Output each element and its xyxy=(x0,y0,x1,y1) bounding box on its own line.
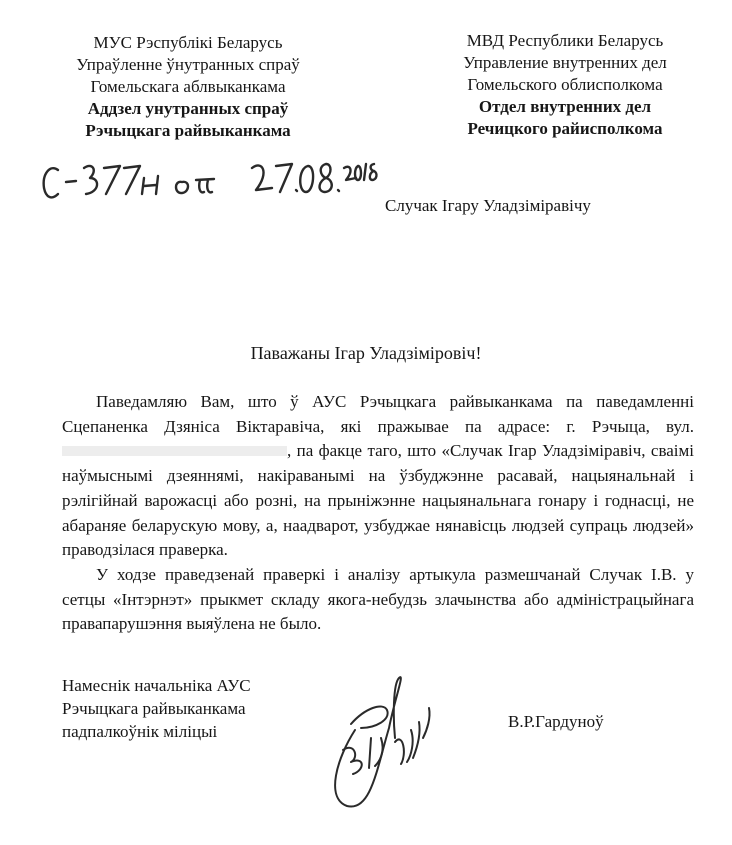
body-paragraph-1-part-1: Паведамляю Вам, што ў АУС Рэчыцкага райвыканкама па паведамленні Сцепаненка Дзяніса Віктаравіча, які пражывае па адрасе: г. Рэчыца, вул. xyxy=(62,392,694,436)
recipient-name: Случак Ігару Уладзіміравічу xyxy=(385,196,591,215)
letterhead-by-line-3: Гомельскага аблвыканкама xyxy=(90,77,286,96)
letterhead-by-line-2: Упраўленне ўнутранных спраў xyxy=(76,55,300,74)
body-paragraph-1 xyxy=(62,390,694,563)
signatory-title-line-1: Намеснік начальніка АУС xyxy=(62,676,251,695)
letterhead-by-line-1: МУС Рэспублікі Беларусь xyxy=(93,33,283,52)
signer-name: В.Р.Гардуноў xyxy=(508,712,604,731)
letterhead-ru-line-5: Речицкого райисполкома xyxy=(467,119,663,138)
signatory-title-line-3: падпалкоўнік міліцыі xyxy=(62,722,218,741)
body-paragraph-1-part-2: , па факце таго, што «Случак Ігар Уладзіміравіч, сваімі наўмыснымі дзеяннямі, накіраванымі на ўзбуджэнне расавай, нацыянальнай і рэлігійнай варожасці або розні, на прыніжэнне нацыянальнага гонару і годнасці, не абараняе беларускую мову, а, наадварот, узбуджае нянавісць людзей супраць людзей» праводзілася праверка. xyxy=(62,441,694,560)
redacted-address xyxy=(62,446,287,456)
signatory-title xyxy=(62,674,251,743)
handwritten-reg-number xyxy=(40,150,380,208)
body-paragraph-2: У ходзе праведзенай праверкі і аналізу артыкула размешчанай Случак І.В. у сетцы «Інтэрнэт» прыкмет складу якога-небудзь злачынства або адміністрацыйнага правапарушэння выяўлена не было. xyxy=(62,564,694,634)
letterhead-belarusian xyxy=(38,32,338,142)
letter-body xyxy=(62,390,694,637)
letterhead-ru-line-3: Гомельского облисполкома xyxy=(467,75,663,94)
letterhead-ru-line-2: Управление внутренних дел xyxy=(463,53,667,72)
letterhead-ru-line-1: МВД Республики Беларусь xyxy=(466,31,664,50)
salutation: Паважаны Ігар Уладзіміровіч! xyxy=(250,343,482,363)
letterhead-by-line-5: Рэчыцкага райвыканкама xyxy=(85,121,291,140)
letterhead-by-line-4: Аддзел унутранных спраў xyxy=(87,99,289,118)
letterhead-ru-line-4: Отдел внутренних дел xyxy=(478,97,652,116)
letterhead-russian xyxy=(415,30,715,140)
signatory-title-line-2: Рэчыцкага райвыканкама xyxy=(62,699,246,718)
handwritten-signature xyxy=(295,658,465,828)
